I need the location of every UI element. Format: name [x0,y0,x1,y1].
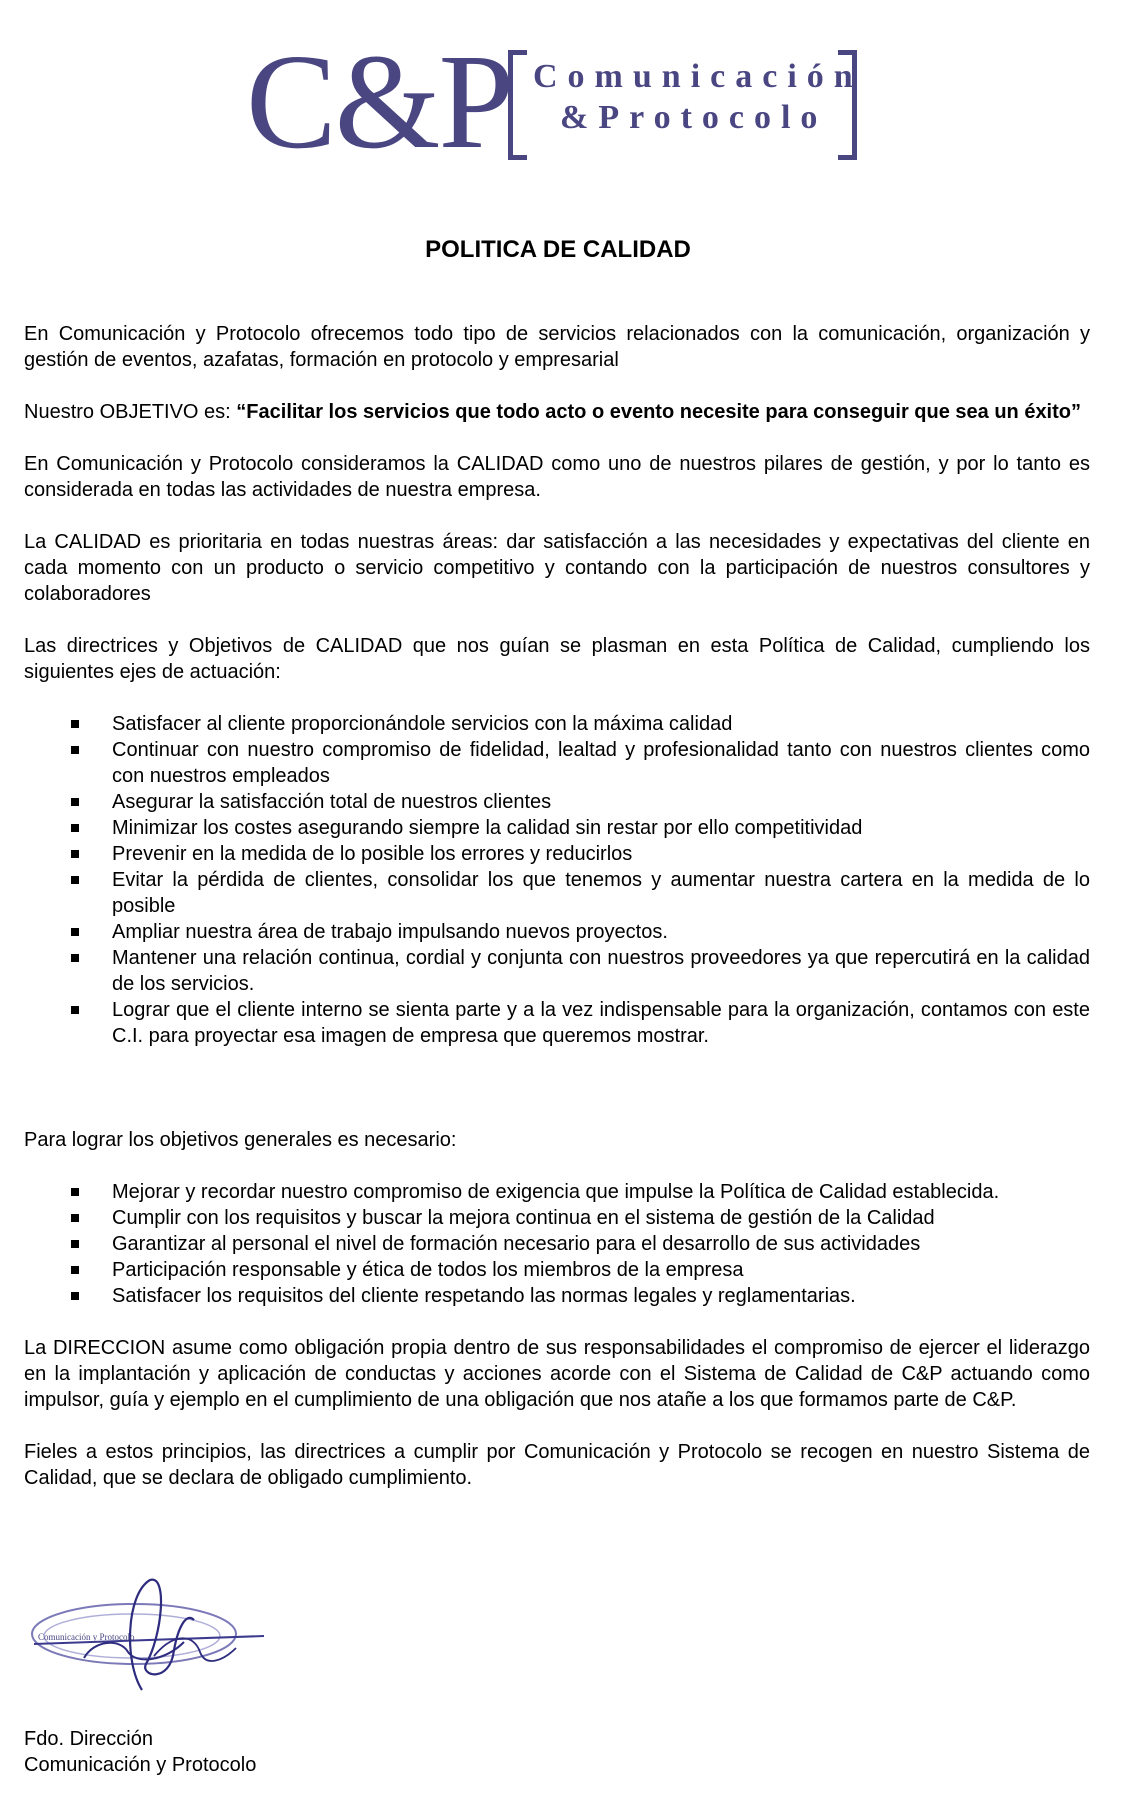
signature-stamp [24,1572,274,1702]
list-item-text: Continuar con nuestro compromiso de fidelidad, lealtad y profesionalidad tanto con nuestros clientes como con nuestros empleados [112,739,1090,787]
list-item [24,711,1090,737]
intro-paragraph: En Comunicación y Protocolo ofrecemos todo tipo de servicios relacionados con la comunicación, organización y gestión de eventos, azafatas, formación en protocolo y empresarial [24,323,1090,371]
list-item-text: Ampliar nuestra área de trabajo impulsando nuevos proyectos. [112,921,668,943]
objective-statement: “Facilitar los servicios que todo acto o evento necesite para conseguir que sea un éxito” [236,401,1081,423]
list-item [24,1205,1090,1231]
list-item-text: Mantener una relación continua, cordial y conjunta con nuestros proveedores ya que repercutirá en la calidad de los servicios. [112,947,1090,995]
square-bullet-icon [71,746,79,754]
list-item-text: Mejorar y recordar nuestro compromiso de exigencia que impulse la Política de Calidad establecida. [112,1181,1000,1203]
signature-line: Fdo. Dirección [24,1728,153,1750]
logo-line-1: Comunicación [533,58,863,95]
list-item [24,1231,1090,1257]
square-bullet-icon [71,1292,79,1300]
stamp-text: Comunicación y Protocolo [38,1632,135,1642]
list-item-text: Satisfacer los requisitos del cliente respetando las normas legales y reglamentarias. [112,1285,856,1307]
list-item [24,1283,1090,1309]
list-item-text: Lograr que el cliente interno se sienta parte y a la vez indispensable para la organización, contamos con este C.I. para proyectar esa imagen de empresa que queremos mostrar. [112,999,1090,1047]
square-bullet-icon [71,850,79,858]
list-item-text: Evitar la pérdida de clientes, consolidar los que tenemos y aumentar nuestra cartera en la medida de lo posible [112,869,1090,917]
list-item-text: Minimizar los costes asegurando siempre la calidad sin restar por ello competitividad [112,817,863,839]
direccion-paragraph: La DIRECCION asume como obligación propia dentro de sus responsabilidades el compromiso de ejercer el liderazgo en la implantación y aplicación de conductas y acciones acorde con el Sistema de Calidad de C&P actuando como impulsor, guía y ejemplo en el cumplimiento de una obligación que nos atañe a los que formamos parte de C&P. [24,1337,1090,1411]
logo-line-2: &Protocolo [560,99,828,136]
square-bullet-icon [71,876,79,884]
signature-company: Comunicación y Protocolo [24,1754,257,1776]
list-item [24,997,1090,1049]
list-item-text: Cumplir con los requisitos y buscar la mejora continua en el sistema de gestión de la Calidad [112,1207,935,1229]
fieles-paragraph: Fieles a estos principios, las directrices a cumplir por Comunicación y Protocolo se recogen en nuestro Sistema de Calidad, que se declara de obligado cumplimiento. [24,1441,1090,1489]
square-bullet-icon [71,720,79,728]
directrices-paragraph: Las directrices y Objetivos de CALIDAD que nos guían se plasman en esta Política de Calidad, cumpliendo los siguientes ejes de actuación: [24,635,1090,683]
logo-left-bracket [508,50,527,160]
square-bullet-icon [71,824,79,832]
document-body [24,321,1090,1517]
list-item-text: Satisfacer al cliente proporcionándole servicios con la máxima calidad [112,713,733,735]
ejes-list [24,711,1090,1049]
list-item [24,841,1090,867]
list-item-text: Prevenir en la medida de lo posible los errores y reducirlos [112,843,633,865]
signature-graphic [24,1572,274,1702]
objective-paragraph [24,399,1090,425]
list-item [24,1179,1090,1205]
square-bullet-icon [71,1006,79,1014]
page-title: POLITICA DE CALIDAD [425,236,691,263]
prioritaria-paragraph: La CALIDAD es prioritaria en todas nuestras áreas: dar satisfacción a las necesidades y expectativas del cliente en cada momento con un producto o servicio competitivo y contando con la participación de nuestros consultores y colaboradores [24,531,1090,605]
list-item [24,919,1090,945]
list-item-text: Garantizar al personal el nivel de formación necesario para el desarrollo de sus actividades [112,1233,921,1255]
objective-prefix: Nuestro OBJETIVO es: [24,401,237,423]
logo-right-bracket [838,50,857,160]
list-item-text: Participación responsable y ética de todos los miembros de la empresa [112,1259,744,1281]
list-item-text: Asegurar la satisfacción total de nuestros clientes [112,791,552,813]
list-item [24,1257,1090,1283]
list-item [24,867,1090,919]
list-item [24,815,1090,841]
logo-initials: C&P [246,27,513,177]
square-bullet-icon [71,1240,79,1248]
lograr-paragraph: Para lograr los objetivos generales es necesario: [24,1129,457,1151]
square-bullet-icon [71,928,79,936]
signature-block [24,1726,256,1778]
square-bullet-icon [71,1214,79,1222]
square-bullet-icon [71,798,79,806]
square-bullet-icon [71,954,79,962]
list-item [24,789,1090,815]
list-item [24,945,1090,997]
requisitos-list [24,1179,1090,1309]
square-bullet-icon [71,1266,79,1274]
spacer [24,1075,1090,1127]
list-item [24,737,1090,789]
calidad-paragraph: En Comunicación y Protocolo consideramos la CALIDAD como uno de nuestros pilares de gestión, y por lo tanto es considerada en todas las actividades de nuestra empresa. [24,453,1090,501]
company-logo [246,27,866,177]
square-bullet-icon [71,1188,79,1196]
